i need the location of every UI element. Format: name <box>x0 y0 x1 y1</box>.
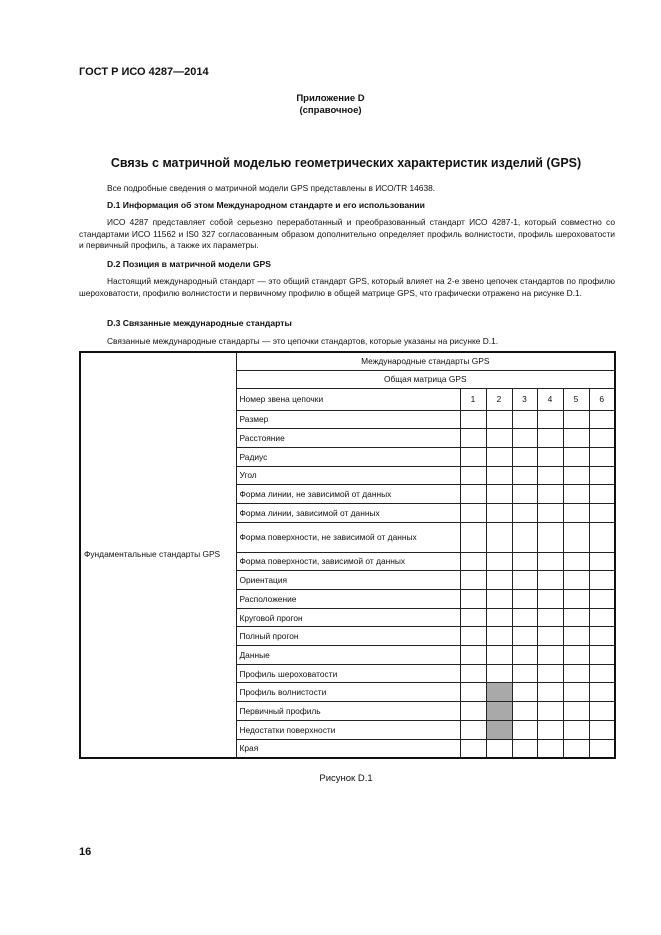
matrix-row-label: Первичный профиль <box>236 702 460 721</box>
matrix-cell <box>460 552 486 571</box>
matrix-row-label: Ориентация <box>236 571 460 590</box>
fundamental-standards-cell: Фундаментальные стандарты GPS <box>80 352 236 758</box>
matrix-cell <box>486 627 512 646</box>
matrix-cell <box>589 429 615 448</box>
matrix-cell <box>563 571 589 590</box>
general-matrix-header: Общая матрица GPS <box>236 370 615 388</box>
matrix-cell <box>537 522 563 552</box>
chain-col-6: 6 <box>589 388 615 410</box>
matrix-cell <box>512 720 537 739</box>
matrix-cell <box>512 552 537 571</box>
document-code: ГОСТ Р ИСО 4287—2014 <box>79 66 209 78</box>
matrix-cell <box>589 702 615 721</box>
section-heading-d2: D.2 Позиция в матричной модели GPS <box>107 259 272 269</box>
intro-paragraph: Все подробные сведения о матричной модели GPS представлены в ИСО/TR 14638. <box>107 183 436 193</box>
matrix-cell <box>486 683 512 702</box>
matrix-cell <box>512 447 537 466</box>
matrix-cell <box>537 590 563 609</box>
matrix-cell <box>563 503 589 522</box>
matrix-cell <box>486 720 512 739</box>
matrix-cell <box>460 429 486 448</box>
matrix-cell <box>460 664 486 683</box>
matrix-cell <box>537 429 563 448</box>
matrix-cell <box>563 664 589 683</box>
matrix-row-label: Полный прогон <box>236 627 460 646</box>
matrix-cell <box>486 522 512 552</box>
chain-col-5: 5 <box>563 388 589 410</box>
matrix-cell <box>512 608 537 627</box>
matrix-cell <box>563 485 589 504</box>
matrix-cell <box>486 646 512 665</box>
matrix-cell <box>589 485 615 504</box>
matrix-cell <box>537 720 563 739</box>
matrix-cell <box>589 410 615 429</box>
matrix-cell <box>537 683 563 702</box>
matrix-row-label: Данные <box>236 646 460 665</box>
matrix-cell <box>537 627 563 646</box>
section-text-d3: Связанные международные стандарты — это цепочки стандартов, которые указаны на рисунке D.1. <box>107 336 499 346</box>
matrix-cell <box>537 664 563 683</box>
matrix-cell <box>589 522 615 552</box>
matrix-cell <box>537 571 563 590</box>
annex-title: Приложение D <box>296 93 365 104</box>
matrix-cell <box>512 429 537 448</box>
matrix-cell <box>460 646 486 665</box>
matrix-cell <box>563 447 589 466</box>
matrix-cell <box>589 646 615 665</box>
matrix-cell <box>563 466 589 485</box>
matrix-cell <box>563 646 589 665</box>
matrix-row-label: Форма линии, зависимой от данных <box>236 503 460 522</box>
matrix-cell <box>563 410 589 429</box>
matrix-cell <box>563 627 589 646</box>
matrix-cell <box>589 447 615 466</box>
matrix-cell <box>589 552 615 571</box>
matrix-row-label: Угол <box>236 466 460 485</box>
matrix-cell <box>486 571 512 590</box>
section-heading-d3: D.3 Связанные международные стандарты <box>107 318 292 328</box>
matrix-cell <box>486 590 512 609</box>
matrix-cell <box>486 702 512 721</box>
chain-number-label: Номер звена цепочки <box>236 388 460 410</box>
matrix-cell <box>460 503 486 522</box>
matrix-row-label: Профиль шероховатости <box>236 664 460 683</box>
matrix-cell <box>512 683 537 702</box>
matrix-cell <box>460 627 486 646</box>
matrix-cell <box>589 466 615 485</box>
matrix-cell <box>589 664 615 683</box>
matrix-cell <box>512 485 537 504</box>
figure-caption: Рисунок D.1 <box>319 773 373 784</box>
matrix-cell <box>460 720 486 739</box>
matrix-cell <box>563 720 589 739</box>
matrix-cell <box>486 739 512 758</box>
annex-subtitle: (справочное) <box>299 105 362 116</box>
matrix-cell <box>537 646 563 665</box>
matrix-cell <box>486 485 512 504</box>
matrix-row-label: Круговой прогон <box>236 608 460 627</box>
matrix-cell <box>589 627 615 646</box>
matrix-cell <box>563 590 589 609</box>
matrix-cell <box>537 608 563 627</box>
matrix-cell <box>563 522 589 552</box>
matrix-cell <box>563 739 589 758</box>
matrix-cell <box>512 503 537 522</box>
matrix-cell <box>537 552 563 571</box>
matrix-cell <box>512 410 537 429</box>
matrix-cell <box>486 608 512 627</box>
matrix-cell <box>563 429 589 448</box>
matrix-cell <box>563 608 589 627</box>
matrix-cell <box>460 608 486 627</box>
matrix-cell <box>460 590 486 609</box>
matrix-cell <box>537 447 563 466</box>
chain-col-4: 4 <box>537 388 563 410</box>
chain-col-1: 1 <box>460 388 486 410</box>
matrix-row-label: Недостатки поверхности <box>236 720 460 739</box>
matrix-cell <box>589 590 615 609</box>
matrix-cell <box>537 702 563 721</box>
matrix-cell <box>486 503 512 522</box>
matrix-cell <box>563 552 589 571</box>
matrix-cell <box>460 485 486 504</box>
matrix-cell <box>512 739 537 758</box>
matrix-cell <box>563 702 589 721</box>
matrix-cell <box>563 683 589 702</box>
matrix-cell <box>486 664 512 683</box>
gps-matrix-body <box>80 352 615 758</box>
chain-col-2: 2 <box>486 388 512 410</box>
matrix-row-label: Размер <box>236 410 460 429</box>
matrix-cell <box>512 571 537 590</box>
matrix-cell <box>486 466 512 485</box>
matrix-cell <box>460 683 486 702</box>
matrix-row-label: Форма поверхности, не зависимой от данных <box>236 522 460 552</box>
matrix-cell <box>486 429 512 448</box>
page-title: Связь с матричной моделью геометрических характеристик изделий (GPS) <box>110 156 582 170</box>
matrix-cell <box>537 739 563 758</box>
matrix-cell <box>512 702 537 721</box>
matrix-cell <box>460 702 486 721</box>
matrix-cell <box>537 503 563 522</box>
matrix-cell <box>460 466 486 485</box>
page-number: 16 <box>79 846 92 858</box>
matrix-cell <box>460 571 486 590</box>
matrix-cell <box>537 466 563 485</box>
matrix-cell <box>512 664 537 683</box>
matrix-row-label: Расположение <box>236 590 460 609</box>
matrix-cell <box>589 571 615 590</box>
matrix-row-label: Расстояние <box>236 429 460 448</box>
matrix-cell <box>589 608 615 627</box>
matrix-row-label: Профиль волнистости <box>236 683 460 702</box>
matrix-cell <box>460 522 486 552</box>
matrix-cell <box>512 590 537 609</box>
matrix-cell <box>512 522 537 552</box>
matrix-cell <box>589 503 615 522</box>
matrix-cell <box>589 739 615 758</box>
matrix-cell <box>512 646 537 665</box>
matrix-row-label: Края <box>236 739 460 758</box>
matrix-cell <box>512 466 537 485</box>
international-standards-header: Международные стандарты GPS <box>236 352 615 370</box>
matrix-cell <box>512 627 537 646</box>
matrix-cell <box>460 410 486 429</box>
matrix-cell <box>460 739 486 758</box>
section-heading-d1: D.1 Информация об этом Международном стандарте и его использовании <box>107 200 425 210</box>
matrix-cell <box>460 447 486 466</box>
chain-col-3: 3 <box>512 388 537 410</box>
section-text-d2: Настоящий международный стандарт — это общий стандарт GPS, который влияет на 2-е звено цепочек стандартов по профилю шероховатости, профилю волнистости и первичному профилю в общей матрице GPS, что графически отражено на рисунке D.1. <box>79 276 615 298</box>
matrix-cell <box>589 683 615 702</box>
matrix-cell <box>537 410 563 429</box>
matrix-cell <box>589 720 615 739</box>
matrix-cell <box>486 410 512 429</box>
matrix-row-label: Радиус <box>236 447 460 466</box>
matrix-cell <box>537 485 563 504</box>
matrix-cell <box>486 447 512 466</box>
section-text-d1: ИСО 4287 представляет собой серьезно переработанный и преобразованный стандарт ИСО 4287-1, который совместно со стандартами ИСО 11562 и IS0 327 согласованным образом дополнительно определяет профиль волнистости, профиль шероховатости и первичный профиль, а также их параметры. <box>79 217 615 250</box>
matrix-row-label: Форма линии, не зависимой от данных <box>236 485 460 504</box>
gps-matrix-table <box>79 351 616 759</box>
matrix-row-label: Форма поверхности, зависимой от данных <box>236 552 460 571</box>
matrix-cell <box>486 552 512 571</box>
